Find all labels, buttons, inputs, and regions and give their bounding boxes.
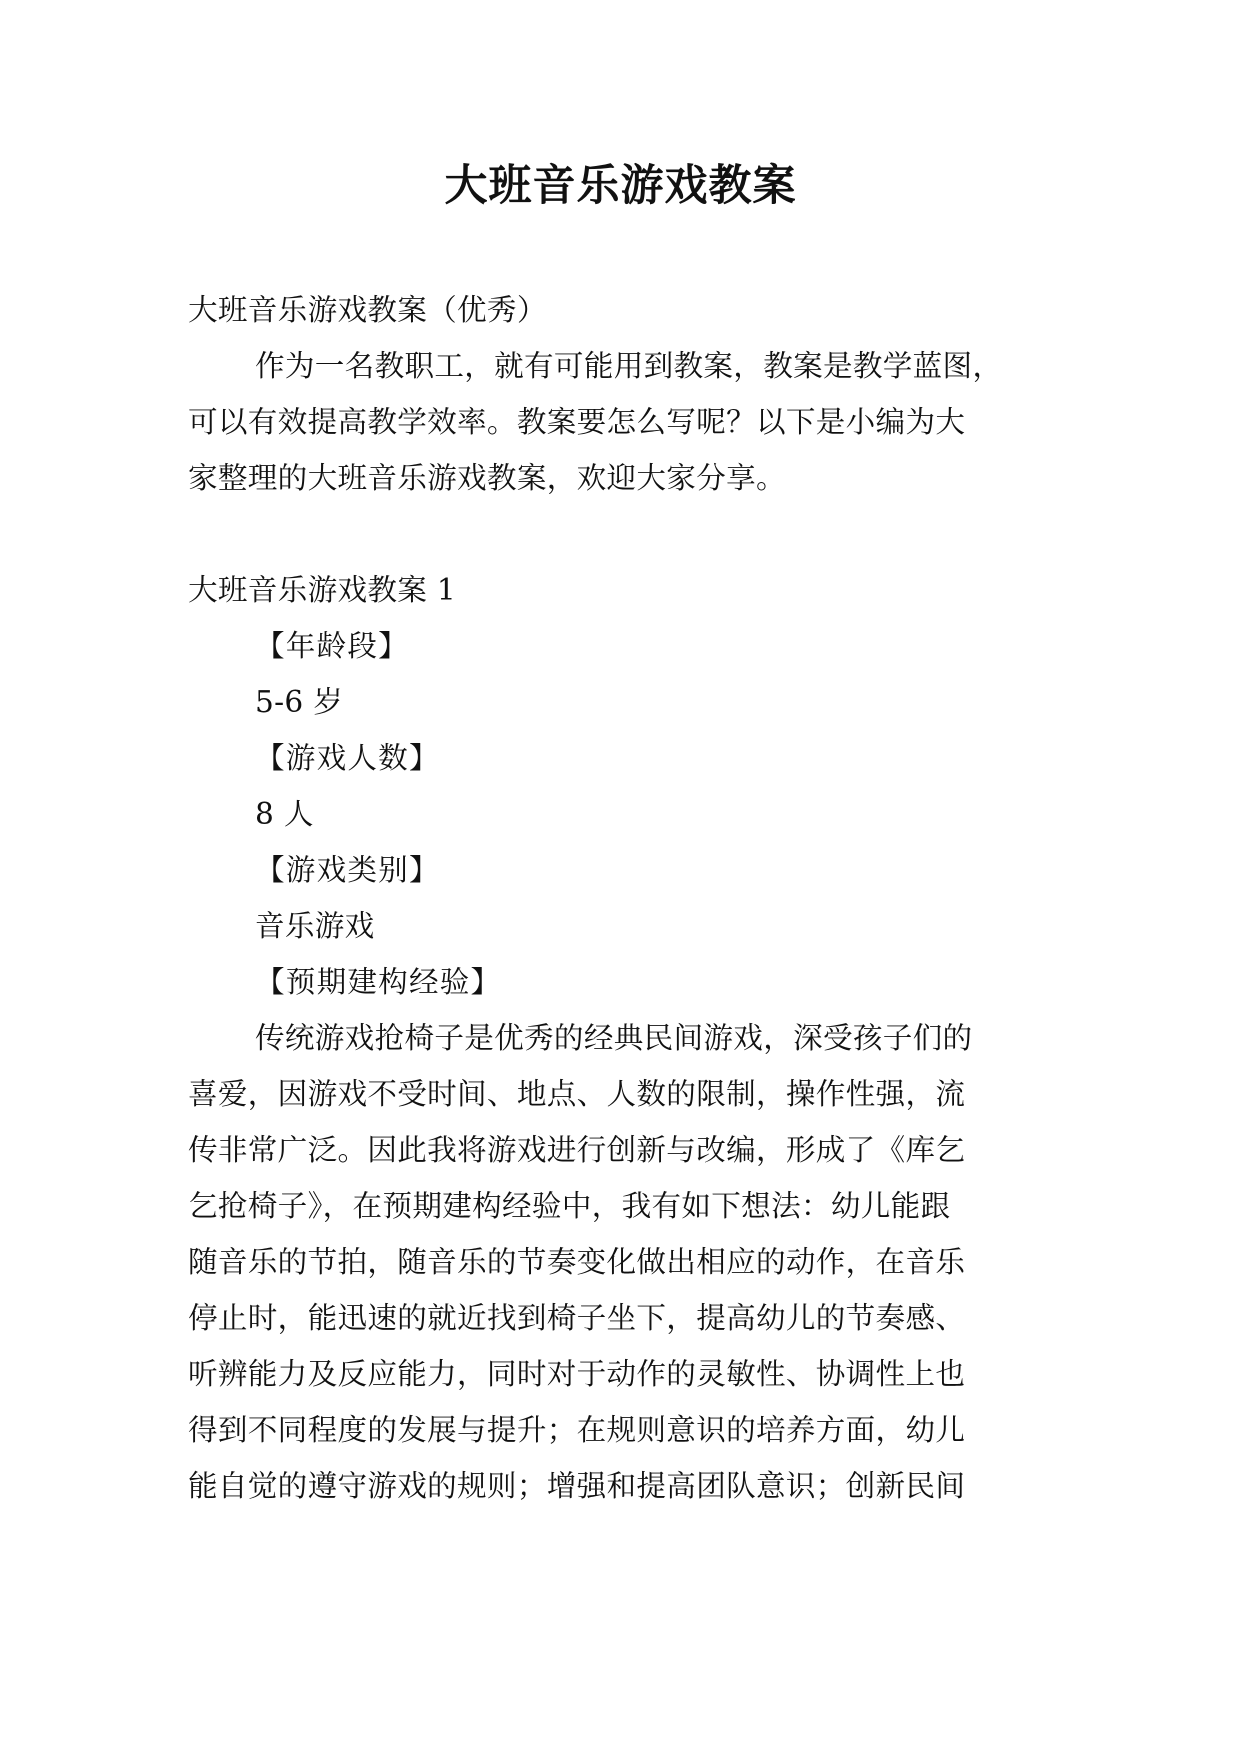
document-subtitle: 大班音乐游戏教案（优秀） bbox=[188, 293, 547, 327]
body-line: 传非常广泛。因此我将游戏进行创新与改编，形成了《库乞 bbox=[188, 1133, 966, 1167]
experience-label: 【预期建构经验】 bbox=[255, 965, 502, 999]
body-line: 乞抢椅子》，在预期建构经验中，我有如下想法：幼儿能跟 bbox=[188, 1189, 951, 1223]
body-line: 得到不同程度的发展与提升；在规则意识的培养方面，幼儿 bbox=[188, 1413, 966, 1447]
intro-line: 作为一名教职工，就有可能用到教案，教案是教学蓝图， bbox=[255, 349, 1003, 383]
field-label-category: 【游戏类别】 bbox=[255, 853, 440, 887]
body-line: 停止时，能迅速的就近找到椅子坐下，提高幼儿的节奏感、 bbox=[188, 1301, 966, 1335]
intro-line: 家整理的大班音乐游戏教案，欢迎大家分享。 bbox=[188, 461, 786, 495]
body-line: 喜爱，因游戏不受时间、地点、人数的限制，操作性强，流 bbox=[188, 1077, 966, 1111]
field-label-age: 【年龄段】 bbox=[255, 629, 409, 663]
body-line: 随音乐的节拍，随音乐的节奏变化做出相应的动作，在音乐 bbox=[188, 1245, 966, 1279]
field-label-players: 【游戏人数】 bbox=[255, 741, 440, 775]
field-value-category: 音乐游戏 bbox=[255, 909, 375, 943]
document-title: 大班音乐游戏教案 bbox=[444, 161, 797, 211]
body-line: 听辨能力及反应能力，同时对于动作的灵敏性、协调性上也 bbox=[188, 1357, 966, 1391]
body-line: 传统游戏抢椅子是优秀的经典民间游戏，深受孩子们的 bbox=[255, 1021, 973, 1055]
intro-line: 可以有效提高教学效率。教案要怎么写呢？以下是小编为大 bbox=[188, 405, 966, 439]
field-value-players: 8 人 bbox=[255, 797, 314, 831]
body-line: 能自觉的遵守游戏的规则；增强和提高团队意识；创新民间 bbox=[188, 1469, 966, 1503]
field-value-age: 5-6 岁 bbox=[255, 685, 344, 719]
section-title: 大班音乐游戏教案 1 bbox=[188, 573, 456, 607]
